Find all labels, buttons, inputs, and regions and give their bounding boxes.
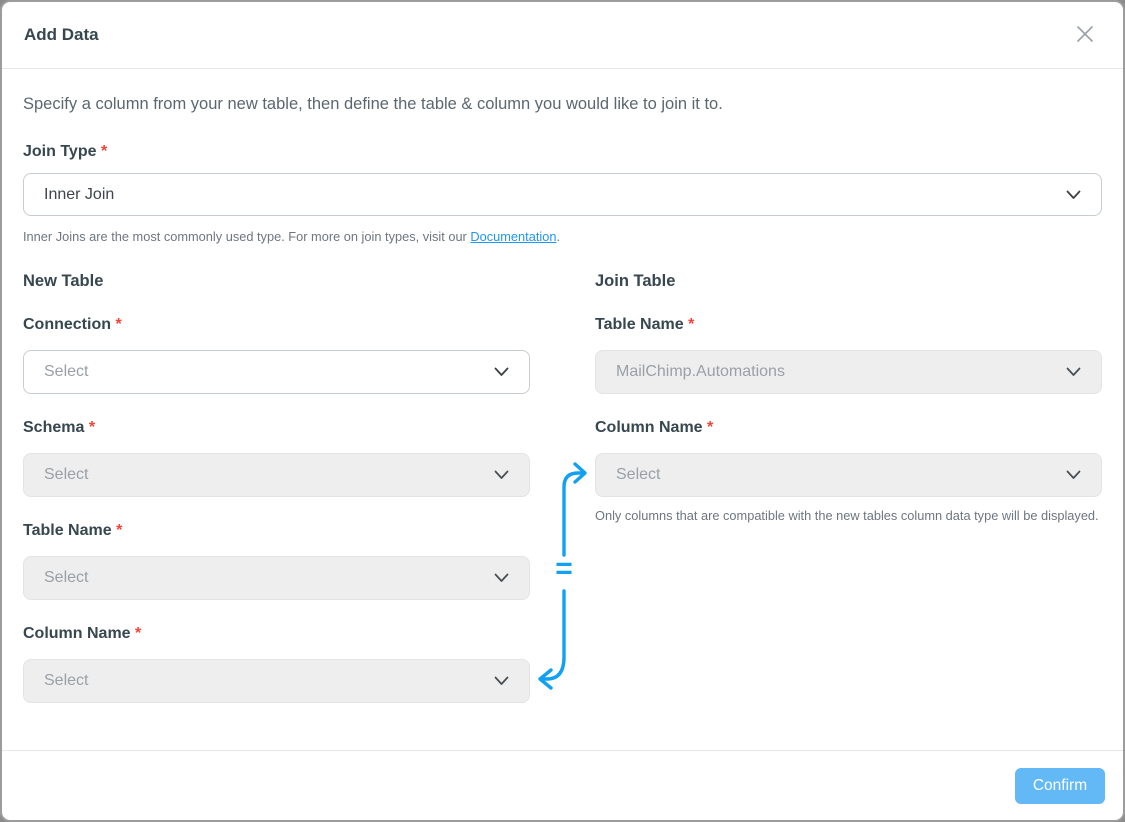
join-column-helper: Only columns that are compatible with the new tables column data type will be displayed. (595, 508, 1099, 523)
join-table-section (595, 271, 1102, 703)
chevron-down-icon (494, 470, 509, 480)
new-table-section (23, 271, 530, 703)
join-type-helper: Inner Joins are the most commonly used type. For more on join types, visit our Documentation. (23, 229, 561, 244)
required-asterisk: * (88, 419, 96, 436)
close-icon (1073, 22, 1097, 49)
new-column-name-label: Column Name * (23, 625, 142, 642)
join-table-name-label: Table Name * (595, 316, 695, 333)
page-title: Add Data (24, 25, 99, 44)
chevron-down-icon (494, 573, 509, 583)
required-asterisk: * (116, 522, 123, 539)
required-asterisk: * (100, 143, 108, 160)
join-column-name-label: Column Name * (595, 419, 714, 436)
tables-columns (23, 271, 1102, 703)
chevron-down-icon (1066, 470, 1081, 480)
join-connector (530, 271, 595, 703)
documentation-link[interactable]: Documentation (470, 229, 557, 244)
modal-body (2, 69, 1123, 750)
equals-symbol: = (555, 552, 573, 585)
join-column-name-select: Select (595, 453, 1102, 497)
new-table-heading: New Table (23, 272, 104, 290)
connection-select[interactable]: Select (23, 350, 530, 394)
required-asterisk: * (135, 625, 142, 642)
required-asterisk: * (688, 316, 695, 333)
chevron-down-icon (494, 676, 509, 686)
join-table-name-select: MailChimp.Automations (595, 350, 1102, 394)
new-table-name-select: Select (23, 556, 530, 600)
join-type-field (23, 142, 1102, 244)
modal-header (2, 2, 1123, 69)
modal-footer (2, 750, 1123, 820)
confirm-button[interactable]: Confirm (1015, 768, 1105, 804)
required-asterisk: * (707, 419, 714, 436)
chevron-down-icon (494, 367, 509, 377)
required-asterisk: * (115, 316, 122, 333)
join-type-select[interactable] (23, 173, 1102, 216)
new-column-name-select: Select (23, 659, 530, 703)
join-type-value: Inner Join (44, 185, 115, 203)
chevron-down-icon (1066, 190, 1081, 200)
join-table-heading: Join Table (595, 272, 676, 290)
schema-select: Select (23, 453, 530, 497)
join-type-label: Join Type * (23, 143, 108, 160)
new-table-name-label: Table Name * (23, 522, 123, 539)
close-button[interactable] (1069, 18, 1101, 53)
connection-label: Connection * (23, 316, 122, 333)
chevron-down-icon (1066, 367, 1081, 377)
modal-description: Specify a column from your new table, then define the table & column you would like to join it to. (23, 95, 723, 113)
schema-label: Schema * (23, 419, 96, 436)
